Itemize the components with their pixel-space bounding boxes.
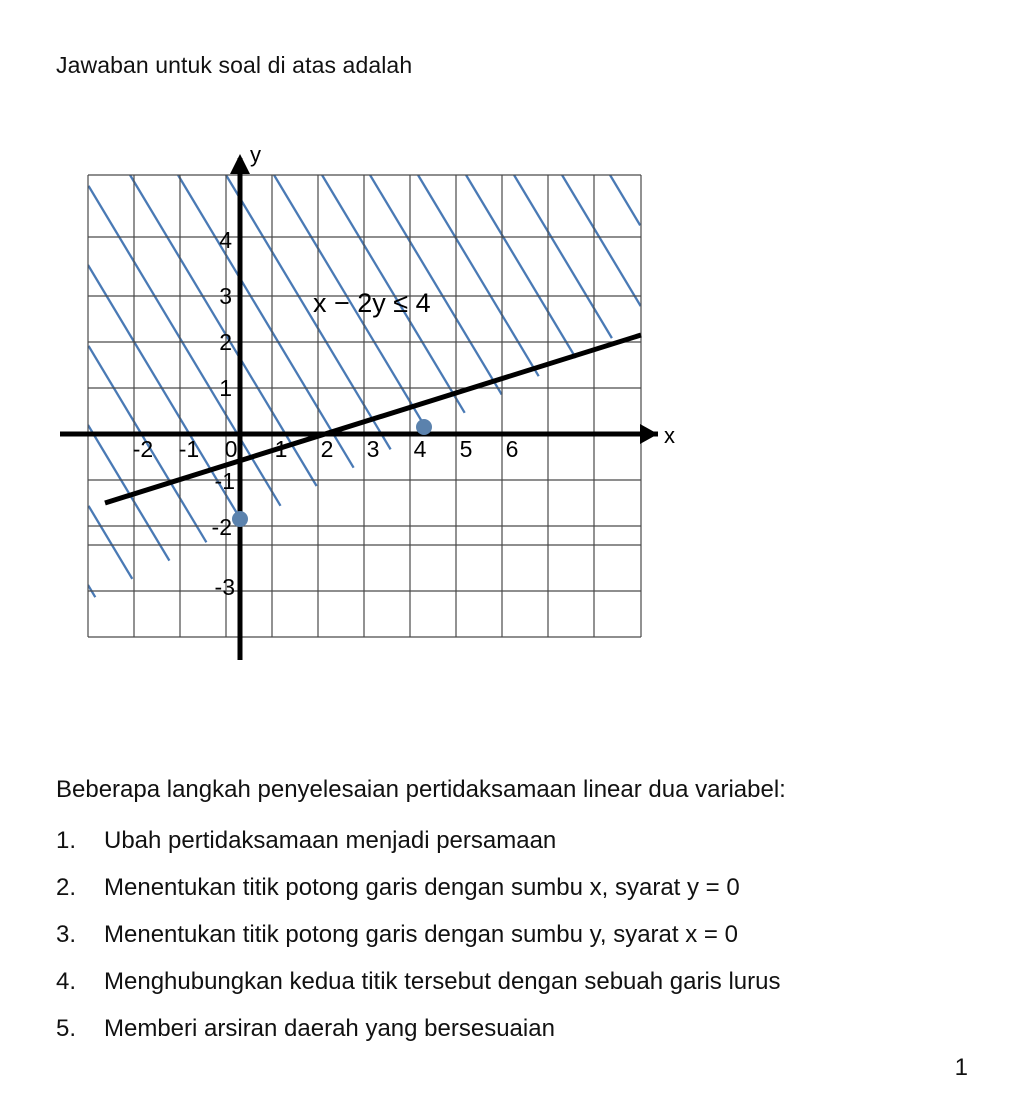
- x-tick-label: 5: [459, 436, 473, 462]
- y-tick-label: 4: [219, 227, 232, 253]
- y-axis-arrow-icon: [230, 154, 250, 174]
- x-tick-label: 3: [366, 436, 380, 462]
- list-item-label: Menentukan titik potong garis dengan sumbu x, syarat y = 0: [104, 874, 740, 901]
- y-tick-label: 1: [219, 375, 232, 401]
- x-tick-label: 1: [274, 436, 288, 462]
- y-tick-label: 2: [219, 329, 232, 355]
- y-tick-label: 3: [219, 283, 232, 309]
- steps-list: [56, 817, 986, 1052]
- x-tick-label: -2: [132, 436, 154, 462]
- list-item-number: 2.: [56, 874, 77, 901]
- page-number: 1: [954, 1054, 968, 1081]
- x-tick-label: 6: [505, 436, 519, 462]
- list-item-label: Menentukan titik potong garis dengan sumbu y, syarat x = 0: [104, 921, 738, 948]
- list-item-label: Menghubungkan kedua titik tersebut dengan sebuah garis lurus: [104, 968, 781, 995]
- coordinate-plane-svg: [60, 140, 700, 670]
- point-marker-x-intercept: [416, 419, 432, 435]
- list-item: [56, 864, 986, 911]
- list-item: [56, 1005, 986, 1052]
- list-item: [56, 911, 986, 958]
- inequality-annotation: x − 2y ≤ 4: [313, 288, 431, 318]
- list-item-number: 3.: [56, 921, 77, 948]
- list-item-label: Memberi arsiran daerah yang bersesuaian: [104, 1015, 555, 1042]
- x-axis-label: x: [664, 423, 675, 448]
- x-tick-label: 4: [413, 436, 427, 462]
- steps-section: [56, 775, 986, 1052]
- list-item-number: 5.: [56, 1015, 77, 1042]
- y-tick-label: -3: [214, 574, 235, 600]
- list-item: [56, 958, 986, 1005]
- x-tick-label: -1: [178, 436, 200, 462]
- x-tick-label: 0: [224, 436, 238, 462]
- list-item: [56, 817, 986, 864]
- y-tick-label: -2: [211, 514, 232, 540]
- list-item-number: 1.: [56, 827, 77, 854]
- x-axis-arrow-icon: [640, 424, 658, 444]
- list-item-label: Ubah pertidaksamaan menjadi persamaan: [104, 827, 557, 854]
- steps-intro: Beberapa langkah penyelesaian pertidaksamaan linear dua variabel:: [56, 776, 786, 803]
- y-tick-label: -1: [214, 468, 235, 494]
- x-tick-labels: [133, 436, 519, 462]
- page-title: Jawaban untuk soal di atas adalah: [56, 52, 413, 78]
- y-axis-label: y: [250, 142, 261, 167]
- x-tick-label: 2: [320, 436, 334, 462]
- graph-figure: [60, 140, 700, 670]
- list-item-number: 4.: [56, 968, 77, 995]
- point-marker-y-intercept: [232, 511, 248, 527]
